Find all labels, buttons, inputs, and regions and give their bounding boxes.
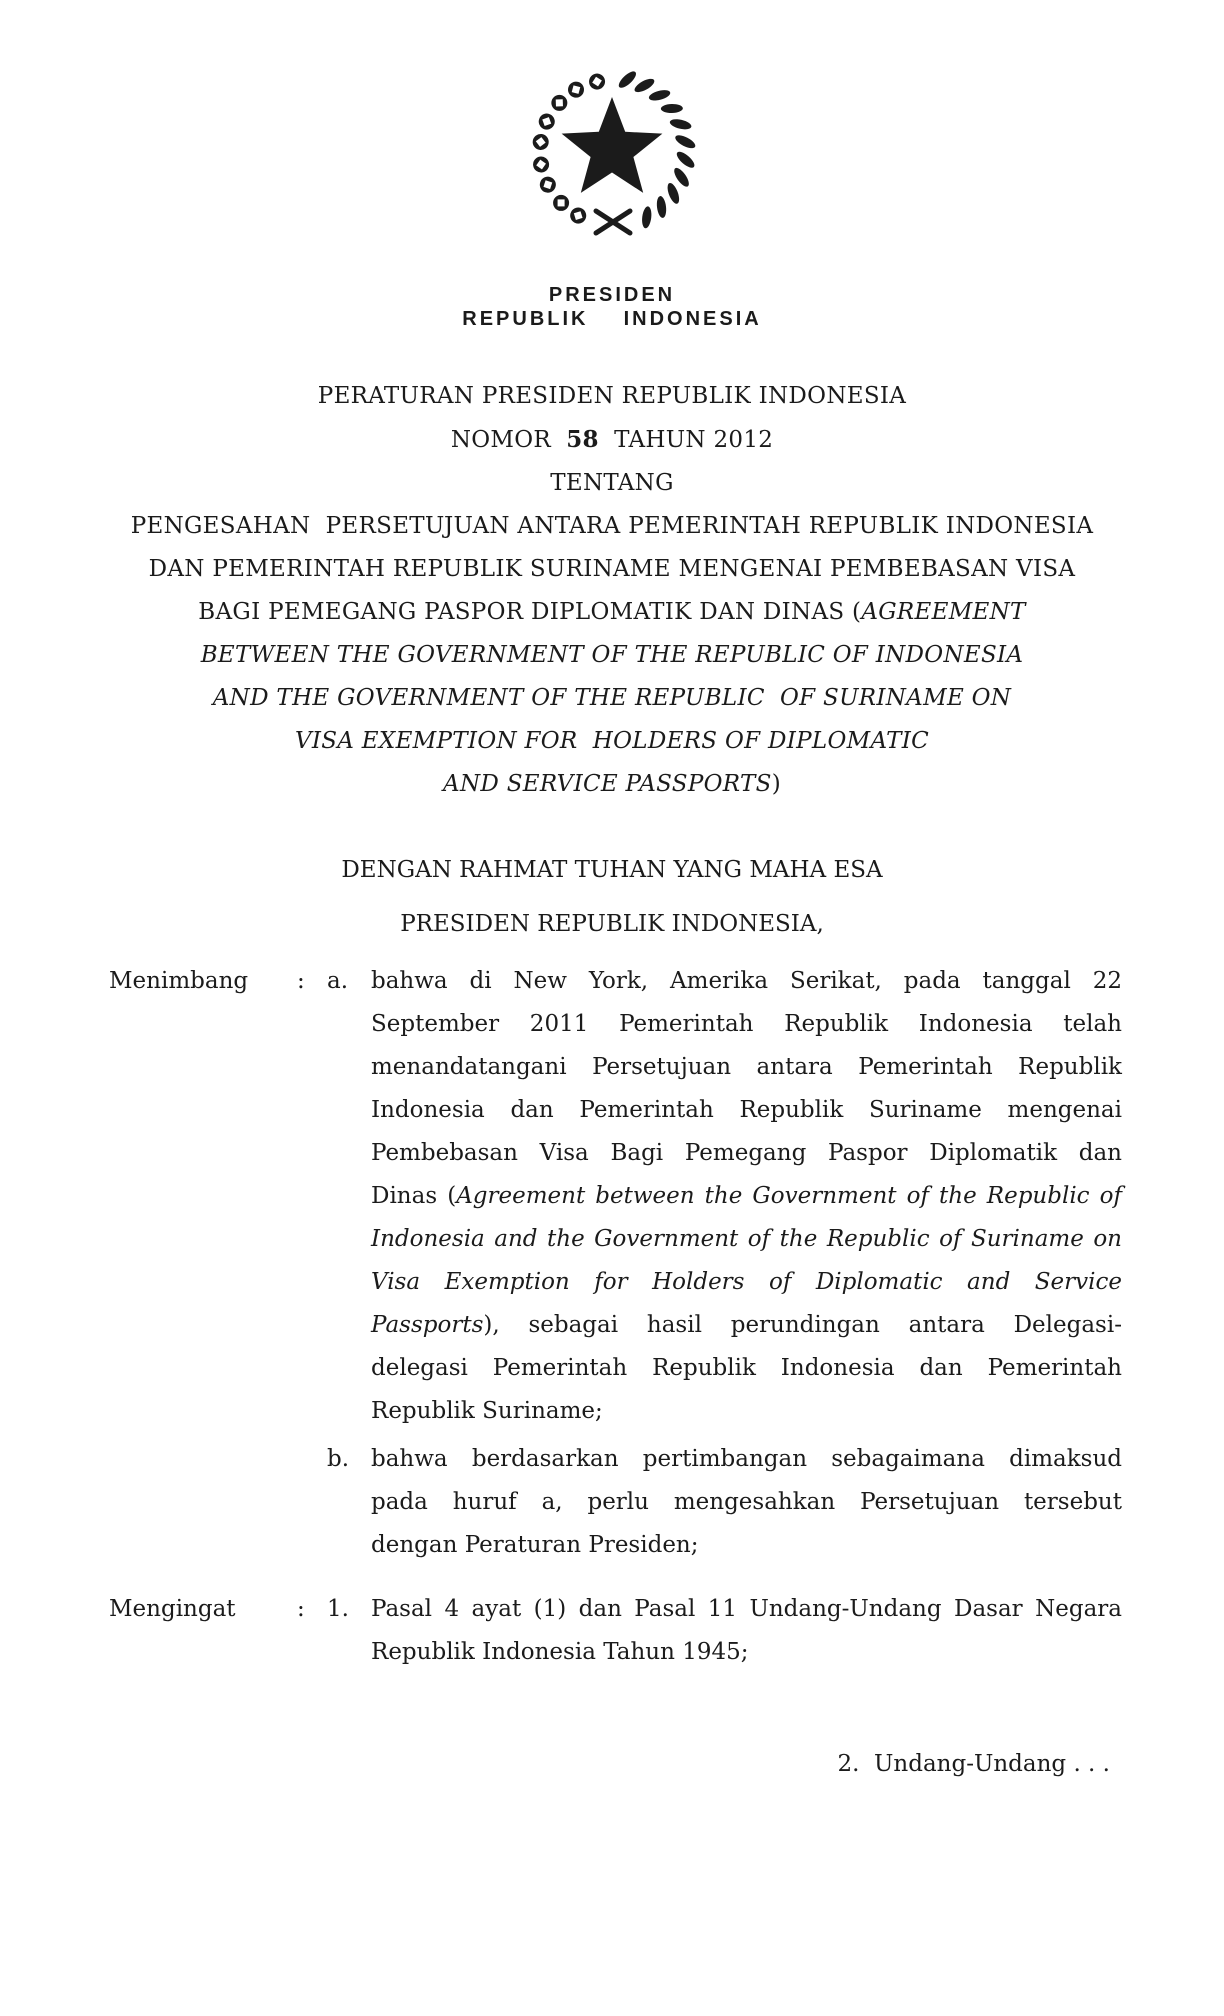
text-line [371,1261,1122,1304]
text-segment: TENTANG [550,470,674,496]
clauses-block [109,960,1122,1674]
text-line [371,1304,1122,1347]
text-line [371,1390,1122,1433]
text-segment: bahwa berdasarkan pertimbangan sebagaimana dimaksud [371,1446,1122,1472]
text-segment: delegasi Pemerintah Republik Indonesia dan Pemerintah [371,1355,1122,1381]
clause-item-a [327,960,1122,1433]
text-segment: Agreement between the Government of the Republic of [456,1183,1122,1209]
clause-mengingat [109,1588,1122,1674]
text-segment: bahwa di New York, Amerika Serikat, pada tanggal 22 [371,968,1122,994]
text-line [371,1438,1122,1481]
text-segment: BAGI PEMEGANG PASPOR DIPLOMATIK DAN DINAS ( [198,599,862,625]
text-segment: 58 [566,426,599,453]
text-line [371,1132,1122,1175]
text-line [371,960,1122,1003]
text-line [371,1175,1122,1218]
clause-items [327,960,1122,1567]
text-line [0,763,1224,806]
text-line [0,505,1224,548]
text-segment: dengan Peraturan Presiden; [371,1532,699,1558]
text-line [371,1588,1122,1631]
letterhead [0,283,1224,331]
text-line [0,634,1224,677]
text-line [0,677,1224,720]
catchword: 2. Undang-Undang . . . [837,1751,1110,1777]
text-segment: AND THE GOVERNMENT OF THE REPUBLIC OF SURINAME ON [212,685,1012,711]
text-line [371,1631,1122,1674]
text-segment: Pembebasan Visa Bagi Pemegang Paspor Diplomatik dan [371,1140,1122,1166]
text-line [371,1524,1122,1567]
text-line [371,1347,1122,1390]
text-segment: Passports [371,1312,484,1338]
text-segment: PERATURAN PRESIDEN REPUBLIK INDONESIA [317,383,907,409]
text-segment: Dinas ( [371,1183,457,1209]
text-line [0,418,1224,462]
text-segment: pada huruf a, perlu mengesahkan Persetujuan tersebut [371,1489,1122,1515]
item-marker: 1. [327,1596,349,1622]
item-text [371,1438,1122,1567]
clause-colon: : [297,1596,305,1622]
star-wreath-emblem-icon [524,70,700,238]
letterhead-line-presiden: PRESIDEN [548,284,676,306]
invocation-line: DENGAN RAHMAT TUHAN YANG MAHA ESA [341,857,883,883]
text-line [0,548,1224,591]
clause-item-1 [327,1588,1122,1674]
text-segment: DAN PEMERINTAH REPUBLIK SURINAME MENGENAI PEMBEBASAN VISA [148,556,1076,582]
clause-label: Menimbang [109,968,249,994]
text-segment: Indonesia dan Pemerintah Republik Suriname mengenai [371,1097,1122,1123]
text-segment: AND SERVICE PASSPORTS [443,771,772,797]
text-line [0,375,1224,418]
text-segment: VISA EXEMPTION FOR HOLDERS OF DIPLOMATIC [294,728,930,754]
clause-item-b [327,1438,1122,1567]
regulation-title-block [0,375,1224,806]
text-segment: BETWEEN THE GOVERNMENT OF THE REPUBLIC OF INDONESIA [200,642,1024,668]
text-segment: Indonesia and the Government of the Republic of Suriname on [371,1226,1122,1252]
text-segment: ) [771,771,781,797]
text-line [0,720,1224,763]
clause-menimbang [109,960,1122,1567]
text-segment: TAHUN 2012 [598,427,774,453]
text-line [0,591,1224,634]
text-line [0,462,1224,505]
text-segment: Visa Exemption for Holders of Diplomatic and Service [371,1269,1122,1295]
clause-items [327,1588,1122,1674]
text-line [371,1481,1122,1524]
text-segment: AGREEMENT [861,599,1026,625]
issuer-line: PRESIDEN REPUBLIK INDONESIA, [400,911,824,937]
letterhead-line-republik-indonesia: REPUBLIK INDONESIA [462,308,762,330]
text-segment: Republik Indonesia Tahun 1945; [371,1639,749,1665]
text-segment: PENGESAHAN PERSETUJUAN ANTARA PEMERINTAH REPUBLIK INDONESIA [130,513,1094,539]
item-marker: a. [327,968,349,994]
text-segment: Pasal 4 ayat (1) dan Pasal 11 Undang-Undang Dasar Negara [371,1596,1122,1622]
wreath-crossed-stems [596,211,630,233]
text-segment: menandatangani Persetujuan antara Pemerintah Republik [371,1054,1122,1080]
text-segment: NOMOR [450,427,567,453]
text-line [371,1218,1122,1261]
text-line [371,1046,1122,1089]
text-line [371,1089,1122,1132]
item-text [371,1588,1122,1674]
text-segment: ), sebagai hasil perundingan antara Delegasi- [483,1312,1122,1338]
clause-label: Mengingat [109,1596,236,1622]
item-text [371,960,1122,1433]
text-segment: Republik Suriname; [371,1398,603,1424]
clause-colon: : [297,968,305,994]
text-segment: September 2011 Pemerintah Republik Indonesia telah [371,1011,1122,1037]
item-marker: b. [327,1446,350,1472]
text-line [371,1003,1122,1046]
